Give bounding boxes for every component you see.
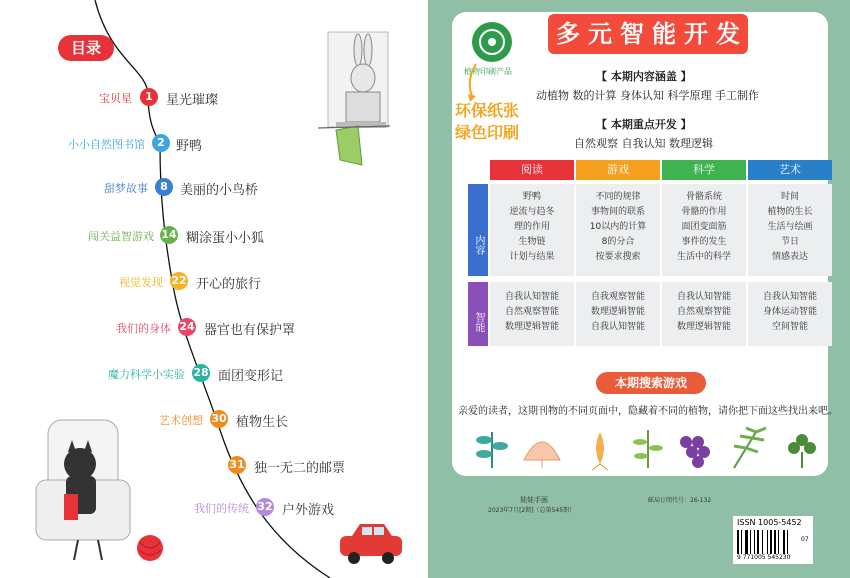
toc-page-number[interactable]: 8 bbox=[155, 178, 173, 196]
barcode-bar bbox=[774, 530, 776, 554]
eco-line-2: 绿色印刷 bbox=[455, 123, 520, 142]
publisher-title: 娃娃手画 bbox=[520, 496, 548, 504]
grid-ability-item: 数理逻辑智能 bbox=[676, 322, 731, 332]
toc-entry-title[interactable]: 器官也有保护罩 bbox=[204, 323, 296, 338]
ginseng-root-icon bbox=[578, 424, 622, 470]
content-items: 动植物 数的计算 身体认知 科学原理 手工制作 bbox=[536, 89, 759, 102]
toc-category-label: 魔力科学小实验 bbox=[108, 368, 185, 381]
yarn-ball-icon bbox=[130, 528, 170, 568]
toc-entry-title[interactable]: 户外游戏 bbox=[282, 503, 335, 518]
grid-content-item: 10以内的计算 bbox=[589, 222, 647, 232]
grid-content-item: 面团变面筋 bbox=[681, 222, 727, 232]
grid-ability-item: 自然观察智能 bbox=[676, 307, 731, 317]
barcode-bar bbox=[770, 530, 772, 554]
barcode-number: 9 771005 545230 bbox=[737, 554, 791, 561]
toc-entry-title[interactable]: 糊涂蛋小小狐 bbox=[186, 231, 265, 246]
grid-ability-item: 空间智能 bbox=[771, 322, 808, 332]
rabbit-knitting-illustration bbox=[318, 30, 398, 170]
grid-ability-item: 自然观察智能 bbox=[504, 307, 559, 317]
issn-number: ISSN 1005-5452 bbox=[737, 518, 802, 527]
toc-page-number[interactable]: 14 bbox=[160, 226, 178, 244]
barcode-bar bbox=[737, 530, 739, 554]
content-heading: 【 本期内容涵盖 】 bbox=[596, 70, 692, 83]
grid-ability-cell bbox=[576, 282, 660, 346]
toc-category-label: 视觉发现 bbox=[119, 276, 163, 289]
barcode-box bbox=[733, 516, 813, 564]
grid-content-item: 骨骼系统 bbox=[685, 192, 722, 202]
grid-row-label-ability: 智能 bbox=[468, 282, 488, 346]
toc-entry-title[interactable]: 星光璀璨 bbox=[166, 93, 219, 108]
toc-page-number[interactable]: 22 bbox=[170, 272, 188, 290]
grid-content-item: 野鸭 bbox=[522, 192, 541, 202]
grid-content-item: 节日 bbox=[780, 237, 799, 247]
grid-content-item: 理的作用 bbox=[513, 222, 550, 232]
grid-content-item: 逆流与趋冬 bbox=[509, 207, 555, 217]
fern-plant-icon bbox=[470, 424, 514, 470]
grid-ability-item: 自我认知智能 bbox=[762, 292, 817, 302]
grid-content-item: 8的分合 bbox=[601, 237, 635, 247]
barcode-bar bbox=[757, 530, 759, 554]
game-description: 亲爱的读者，这期刊物的不同页面中，隐藏着不同的植物，请你把下面这些找出来吧。 bbox=[458, 406, 838, 417]
grid-ability-item: 数理逻辑智能 bbox=[590, 307, 645, 317]
series-title-char: 元 bbox=[588, 20, 612, 48]
series-title-char: 发 bbox=[716, 20, 740, 48]
leaf-logo-icon bbox=[472, 22, 512, 62]
grid-ability-item: 自我认知智能 bbox=[676, 292, 731, 302]
arrow-icon bbox=[462, 62, 482, 102]
grapes-icon bbox=[672, 424, 716, 470]
grid-ability-item: 自我观察智能 bbox=[590, 292, 645, 302]
grid-content-item: 生活与绘画 bbox=[767, 222, 813, 232]
barcode-suffix: 07 bbox=[801, 536, 809, 543]
grid-content-cell bbox=[748, 184, 832, 276]
series-title-banner bbox=[548, 14, 748, 54]
barcode-bar bbox=[762, 530, 763, 554]
grid-content-item: 生活中的科学 bbox=[676, 252, 731, 262]
toc-entry-title[interactable]: 面团变形记 bbox=[218, 369, 284, 384]
grid-row-label-content: 内容 bbox=[468, 184, 488, 276]
grid-content-item: 植物的生长 bbox=[767, 207, 813, 217]
toc-page-number[interactable]: 32 bbox=[256, 498, 274, 516]
grid-content-item: 按要求搜索 bbox=[595, 252, 641, 262]
palm-leaf-icon bbox=[726, 424, 770, 470]
grid-content-item: 时间 bbox=[780, 192, 799, 202]
grid-content-cell bbox=[576, 184, 660, 276]
red-car-icon bbox=[334, 518, 408, 566]
barcode-bar bbox=[778, 530, 779, 554]
series-title-char: 能 bbox=[652, 20, 676, 48]
toc-page-number[interactable]: 24 bbox=[178, 318, 196, 336]
logo-caption: 植物印刷产品 bbox=[464, 67, 512, 76]
toc-page-number[interactable]: 31 bbox=[228, 456, 246, 474]
series-title-char: 多 bbox=[556, 20, 580, 48]
barcode-bar bbox=[745, 530, 748, 554]
grid-content-item: 生物链 bbox=[518, 237, 546, 247]
grid-column-header: 科学 bbox=[662, 160, 746, 180]
toc-entry-title[interactable]: 野鸭 bbox=[176, 139, 203, 154]
toc-entry-title[interactable]: 美丽的小鸟桥 bbox=[180, 183, 259, 198]
toc-title: 目录 bbox=[58, 35, 114, 61]
ability-grid bbox=[468, 160, 828, 346]
toc-category-label: 甜梦故事 bbox=[104, 182, 148, 195]
leafy-plant-icon bbox=[626, 424, 670, 470]
grid-ability-cell bbox=[490, 282, 574, 346]
grid-content-cell bbox=[662, 184, 746, 276]
toc-category-label: 我们的传统 bbox=[194, 502, 249, 515]
toc-page-number[interactable]: 1 bbox=[140, 88, 158, 106]
clover-icon bbox=[780, 424, 824, 470]
focus-items: 自然观察 自我认知 数理逻辑 bbox=[574, 137, 713, 150]
barcode-bar bbox=[754, 530, 755, 554]
barcode-graphic bbox=[737, 530, 799, 556]
grid-column-header: 艺术 bbox=[748, 160, 832, 180]
toc-category-label: 宝贝星 bbox=[99, 92, 132, 105]
toc-category-label: 艺术创想 bbox=[159, 414, 203, 427]
grid-column-header: 游戏 bbox=[576, 160, 660, 180]
publisher-date: 2023年7月[2期]（总第545期） bbox=[488, 507, 576, 514]
focus-heading: 【 本期重点开发 】 bbox=[596, 118, 692, 131]
toc-category-label: 闯关益智游戏 bbox=[88, 230, 154, 243]
eco-print-note bbox=[455, 100, 519, 144]
series-title-char: 开 bbox=[684, 20, 708, 48]
toc-entry-title[interactable]: 开心的旅行 bbox=[196, 277, 262, 292]
barcode-bar bbox=[767, 530, 768, 554]
game-banner: 本期搜索游戏 bbox=[596, 372, 706, 394]
toc-category-label: 小小自然图书馆 bbox=[68, 138, 145, 151]
series-title-char: 智 bbox=[620, 20, 644, 48]
grid-ability-item: 自我认知智能 bbox=[504, 292, 559, 302]
grid-ability-cell bbox=[662, 282, 746, 346]
grid-content-item: 事件的发生 bbox=[681, 237, 727, 247]
toc-page-number[interactable]: 2 bbox=[152, 134, 170, 152]
toc-page-number[interactable]: 30 bbox=[210, 410, 228, 428]
grid-ability-cell bbox=[748, 282, 832, 346]
grid-content-item: 不同的规律 bbox=[595, 192, 641, 202]
toc-page-number[interactable]: 28 bbox=[192, 364, 210, 382]
shell-flower-icon bbox=[520, 424, 564, 470]
barcode-bar bbox=[750, 530, 751, 554]
grid-content-cell bbox=[490, 184, 574, 276]
grid-content-item: 情感表达 bbox=[771, 252, 808, 262]
grid-ability-item: 自我认知智能 bbox=[590, 322, 645, 332]
toc-entry-title[interactable]: 植物生长 bbox=[236, 415, 289, 430]
toc-category-label: 我们的身体 bbox=[116, 322, 171, 335]
grid-ability-item: 身体运动智能 bbox=[762, 307, 817, 317]
grid-content-item: 事物间的联系 bbox=[590, 207, 645, 217]
barcode-bar bbox=[783, 530, 785, 554]
toc-entry-title[interactable]: 独一无二的邮票 bbox=[254, 461, 346, 476]
grid-content-item: 骨骼的作用 bbox=[681, 207, 727, 217]
barcode-bar bbox=[787, 530, 788, 554]
barcode-bar bbox=[741, 530, 742, 554]
grid-column-header: 阅读 bbox=[490, 160, 574, 180]
eco-line-1: 环保纸张 bbox=[455, 101, 520, 120]
post-code: 邮局订阅代号：26-132 bbox=[648, 497, 712, 504]
grid-content-item: 计划与结果 bbox=[509, 252, 555, 262]
grid-ability-item: 数理逻辑智能 bbox=[504, 322, 559, 332]
